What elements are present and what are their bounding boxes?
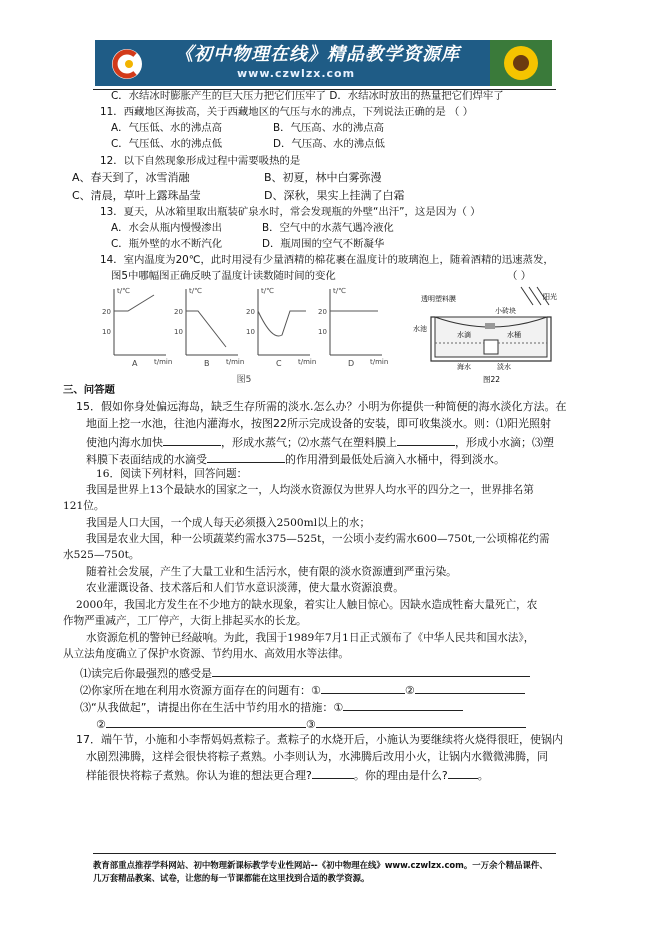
q15-text-b: ，形成水蒸气；⑵水蒸气在塑料膜上 xyxy=(221,436,397,449)
y-axis-label: t/℃ xyxy=(189,287,202,295)
q15-line4 xyxy=(86,451,505,467)
label-droplets: 水滴 xyxy=(457,331,471,339)
q11-stem: 11．西藏地区海拔高，关于西藏地区的气压与水的沸点，下列说法正确的是 （ ） xyxy=(100,106,474,118)
tick-label: 20 xyxy=(318,308,327,316)
x-axis-label: t/min xyxy=(154,358,173,366)
q11-option-d: D．气压高、水的沸点低 xyxy=(273,138,385,150)
q12-option-a: A、春天到了，冰雪消融 xyxy=(72,171,190,184)
q16-part3-text: ⑶“从我做起”，请提出你在生活中节约用水的措施：① xyxy=(80,701,344,714)
tick-label: 20 xyxy=(174,308,183,316)
brick-icon xyxy=(485,323,495,329)
q16-part3-blank-3[interactable] xyxy=(316,716,526,728)
q16-part2-marker-2: ② xyxy=(404,684,415,697)
q16-part1-blank[interactable] xyxy=(212,665,530,677)
q10-options-cd: C．水结冰时膨胀产生的巨大压力把它们压牢了 D．水结冰时放出的热量把它们焊牢了 xyxy=(111,90,504,102)
tick-label: 20 xyxy=(102,308,111,316)
q15-text-d: 料膜下表面结成的水滴受 xyxy=(86,453,207,466)
figure-22-caption: 图22 xyxy=(483,375,501,384)
figure-22 xyxy=(413,285,565,385)
q13-stem: 13．夏天，从冰箱里取出瓶装矿泉水时，常会发现瓶的外壁“出汗”，这是因为（ ） xyxy=(100,206,481,218)
tick-label: 20 xyxy=(246,308,255,316)
q15-blank-2[interactable] xyxy=(397,434,455,446)
panel-label: D xyxy=(348,359,355,368)
footer-line2: 几万套精品教案、试卷，让您的每一节课都能在这里找到合适的教学资源。 xyxy=(93,873,370,883)
q17-text-c: 。 xyxy=(477,769,489,782)
q17-blank-2[interactable] xyxy=(448,767,478,779)
bucket-icon xyxy=(484,340,498,354)
q17-line2: 水剧烈沸腾，这样会很快将粽子煮熟。小李则认为，水沸腾后改用小火，让锅内水微微沸腾，同 xyxy=(86,750,548,763)
footer-line1: 教育部重点推荐学科网站、初中物理新课标教学专业性网站--《初中物理在线》www.czwlzx.com。一万余个精品课件、 xyxy=(93,860,548,870)
banner-url[interactable]: www.czwlzx.com xyxy=(237,67,356,80)
q17-text-b: 。你的理由是什么? xyxy=(353,769,448,782)
label-pool: 水池 xyxy=(413,325,427,333)
panel-label: B xyxy=(204,359,210,368)
q17-blank-1[interactable] xyxy=(312,767,354,779)
q17-text-a: 样能很快将粽子煮熟。你认为谁的想法更合理? xyxy=(86,769,312,782)
q15-text-a: 使池内海水加快 xyxy=(86,436,163,449)
q16-part2-blank-2[interactable] xyxy=(415,682,525,694)
figure-5-caption: 图5 xyxy=(236,375,252,385)
figure-5-panel-a xyxy=(102,287,172,368)
q12-option-c: C、清晨，草叶上露珠晶莹 xyxy=(72,189,201,202)
q16-part1-text: ⑴读完后你最强烈的感受是 xyxy=(80,667,212,680)
x-axis-label: t/min xyxy=(226,358,245,366)
figure-5 xyxy=(96,283,396,385)
q15-blank-1[interactable] xyxy=(163,434,221,446)
q15-blank-3[interactable] xyxy=(207,451,285,463)
q12-option-d: D、深秋，果实上挂满了白霜 xyxy=(264,189,405,202)
sunflower-icon xyxy=(490,40,552,86)
tick-label: 10 xyxy=(102,328,111,336)
banner-title: 《初中物理在线》精品教学资源库 xyxy=(175,44,460,65)
passage-p6-line1: 2000年，我国北方发生在不少地方的缺水现象，着实让人触目惊心。因缺水造成牲畜大量死亡，农 xyxy=(76,599,538,611)
passage-p5: 农业灌溉设备、技术落后和人们节水意识淡薄，使大量水资源浪费。 xyxy=(86,582,404,594)
q15-line3 xyxy=(86,434,554,450)
panel-label: A xyxy=(132,359,138,368)
q16-part3 xyxy=(80,699,463,715)
q14-stem-line2: 图5中哪幅图正确反映了温度计读数随时间的变化 xyxy=(111,270,336,282)
q13-option-b: B．空气中的水蒸气遇冷液化 xyxy=(262,222,394,234)
q12-stem: 12．以下自然现象形成过程中需要吸热的是 xyxy=(100,155,301,167)
passage-p3-line2: 水525—750t。 xyxy=(63,549,140,561)
header-banner xyxy=(95,40,552,86)
q16-part1 xyxy=(80,665,530,681)
y-axis-label: t/℃ xyxy=(117,287,130,295)
q15-line2: 地面上挖一水池，往池内灌海水，按图22所示完成设备的安装，即可收集淡水。则：⑴阳光照射 xyxy=(86,417,551,430)
q16-part3-blank-1[interactable] xyxy=(343,699,463,711)
tick-label: 10 xyxy=(174,328,183,336)
temperature-curve xyxy=(258,311,306,336)
temperature-curve xyxy=(186,311,226,347)
label-freshwater: 淡水 xyxy=(497,363,511,371)
q16-part3-blank-2[interactable] xyxy=(106,716,306,728)
q16-part3-cont xyxy=(96,716,526,732)
passage-p3-line1: 我国是农业大国，种一公顷蔬菜约需水375—525t，一公顷小麦约需水600—750t,一公顷棉花约需 xyxy=(86,533,550,545)
passage-p7-line1: 水资源危机的警钟已经敲响。为此，我国于1989年7月1日正式颁布了《中华人民共和国水法》， xyxy=(86,632,535,644)
label-sunlight: 阳光 xyxy=(543,293,557,301)
passage-p2: 我国是人口大国，一个成人每天必须摄入2500ml以上的水； xyxy=(86,517,371,529)
q13-option-a: A．水会从瓶内慢慢渗出 xyxy=(111,222,223,234)
label-seawater: 海水 xyxy=(457,363,471,371)
tick-label: 10 xyxy=(246,328,255,336)
q13-option-d: D．瓶周围的空气不断凝华 xyxy=(262,238,385,250)
q16-part2 xyxy=(80,682,525,698)
q17-line1: 17．端午节，小施和小李帮妈妈煮粽子。煮粽子的水烧开后，小施认为要继续将火烧得很旺，使锅内 xyxy=(76,733,563,746)
passage-p7-line2: 从立法角度确立了保护水资源、节约用水、高效用水等法律。 xyxy=(63,648,350,660)
y-axis-label: t/℃ xyxy=(333,287,346,295)
q11-option-b: B．气压高、水的沸点高 xyxy=(273,122,385,134)
q14-stem-line1: 14．室内温度为20℃，此时用浸有少量酒精的棉花裹在温度计的玻璃泡上，随着酒精的迅速蒸发， xyxy=(100,254,554,266)
label-plastic-film: 透明塑料膜 xyxy=(421,295,456,303)
q11-option-a: A．气压低、水的沸点高 xyxy=(111,122,223,134)
passage-p1-line1: 我国是世界上13个最缺水的国家之一，人均淡水资源仅为世界人均水平的四分之一，世界排名第 xyxy=(86,484,534,496)
passage-p6-line2: 作物严重减产，工厂停产，大街上排起买水的长龙。 xyxy=(63,615,307,627)
passage-p4: 随着社会发展，产生了大量工业和生活污水，使有限的淡水资源遭到严重污染。 xyxy=(86,566,457,578)
label-brick: 小砖块 xyxy=(495,307,516,315)
x-axis-label: t/min xyxy=(370,358,389,366)
q16-part3-marker-2: ② xyxy=(96,718,106,731)
passage-p1-line2: 121位。 xyxy=(63,500,105,512)
q16-part2-blank-1[interactable] xyxy=(321,682,405,694)
temperature-curve xyxy=(114,295,154,311)
footer-rule xyxy=(93,853,556,854)
q15-text-c: ，形成小水滴；⑶塑 xyxy=(455,436,554,449)
q13-option-c: C．瓶外壁的水不断汽化 xyxy=(111,238,223,250)
x-axis-label: t/min xyxy=(298,358,317,366)
q15-line1: 15．假如你身处偏远海岛，缺乏生存所需的淡水.怎么办？小明为你提供一种简便的海水淡化方法。在 xyxy=(76,400,567,413)
q16-stem: 16．阅读下列材料，回答问题： xyxy=(96,468,248,480)
q11-option-c: C．气压低、水的沸点低 xyxy=(111,138,223,150)
y-axis-label: t/℃ xyxy=(261,287,274,295)
label-bucket: 水桶 xyxy=(507,331,521,339)
section-heading: 三、问答题 xyxy=(63,384,115,396)
tick-label: 10 xyxy=(318,328,327,336)
figure-5-panel-b xyxy=(174,287,244,368)
logo-icon xyxy=(107,46,147,82)
panel-label: C xyxy=(276,359,282,368)
figure-5-panel-d xyxy=(318,287,388,368)
q16-part2-text: ⑵你家所在地在利用水资源方面存在的问题有：① xyxy=(80,684,321,697)
q15-text-e: 的作用滑到最低处后滴入水桶中，得到淡水。 xyxy=(285,453,505,466)
q14-answer-bracket: （ ） xyxy=(507,270,532,282)
q12-option-b: B、初夏，林中白雾弥漫 xyxy=(264,171,382,184)
q17-line3 xyxy=(86,767,489,783)
figure-5-panel-c xyxy=(246,287,316,368)
q16-part3-marker-3: ③ xyxy=(305,718,316,731)
